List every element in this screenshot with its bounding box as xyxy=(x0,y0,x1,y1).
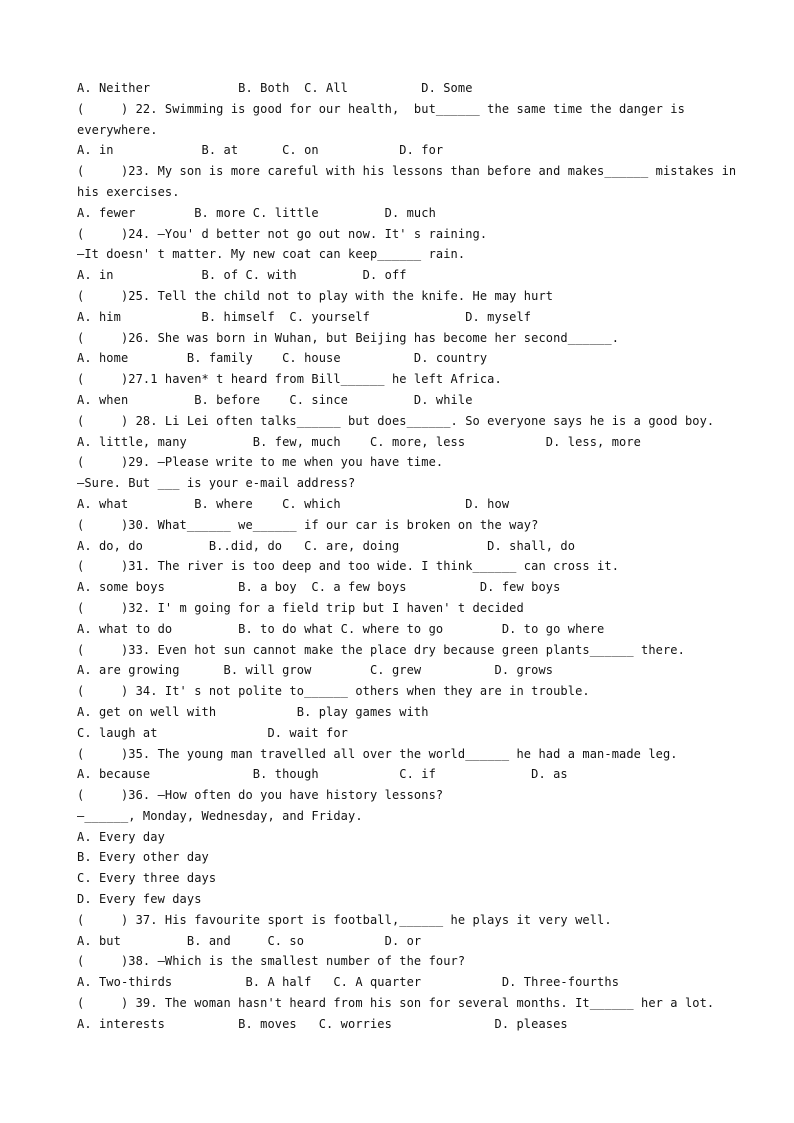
question-33: ( )33. Even hot sun cannot make the place dry because green plants______ there. xyxy=(77,642,685,657)
question-30: ( )30. What______ we______ if our car is broken on the way? xyxy=(77,517,539,532)
exam-page xyxy=(77,78,767,1035)
options-30: A. do, do B..did, do C. are, doing D. shall, do xyxy=(77,538,576,553)
options-32: A. what to do B. to do what C. where to go D. to go where xyxy=(77,621,605,636)
question-35: ( )35. The young man travelled all over the world______ he had a man-made leg. xyxy=(77,746,678,761)
question-38: ( )38. —Which is the smallest number of the four? xyxy=(77,954,466,969)
question-27: ( )27.1 haven* t heard from Bill______ he left Africa. xyxy=(77,372,502,387)
text-line: A. Neither B. Both C. All D. Some xyxy=(77,81,473,95)
text-line: —It doesn' t matter. My new coat can keep______ rain. xyxy=(77,247,466,262)
question-29: ( )29. —Please write to me when you have time. xyxy=(77,455,444,470)
options-28: A. little, many B. few, much C. more, less D. less, more xyxy=(77,434,641,449)
options-38: A. Two-thirds B. A half C. A quarter D. Three-fourths xyxy=(77,975,620,990)
question-22: ( ) 22. Swimming is good for our health, but______ the same time the danger is xyxy=(77,101,685,116)
options-33: A. are growing B. will grow C. grew D. grows xyxy=(77,663,554,678)
options-27: A. when B. before C. since D. while xyxy=(77,392,473,407)
question-24: ( )24. —You' d better not go out now. It' s raining. xyxy=(77,226,488,241)
options-39: A. interests B. moves C. worries D. pleases xyxy=(77,1016,568,1031)
option-36-b: B. Every other day xyxy=(77,850,209,865)
options-22: A. in B. at C. on D. for xyxy=(77,143,444,158)
options-26: A. home B. family C. house D. country xyxy=(77,351,488,366)
text-line: his exercises. xyxy=(77,184,180,199)
options-37: A. but B. and C. so D. or xyxy=(77,933,422,948)
options-31: A. some boys B. a boy C. a few boys D. few boys xyxy=(77,580,561,595)
options-24: A. in B. of C. with D. off xyxy=(77,268,407,283)
options-35: A. because B. though C. if D. as xyxy=(77,767,568,782)
option-36-d: D. Every few days xyxy=(77,892,202,907)
question-23: ( )23. My son is more careful with his lessons than before and makes______ mistakes in xyxy=(77,164,737,179)
question-25: ( )25. Tell the child not to play with the knife. He may hurt xyxy=(77,288,554,303)
option-36-c: C. Every three days xyxy=(77,871,217,886)
options-29: A. what B. where C. which D. how xyxy=(77,496,510,511)
question-31: ( )31. The river is too deep and too wide. I think______ can cross it. xyxy=(77,559,620,574)
options-23: A. fewer B. more C. little D. much xyxy=(77,205,436,220)
question-32: ( )32. I' m going for a field trip but I haven' t decided xyxy=(77,600,524,615)
question-36: ( )36. —How often do you have history lessons? xyxy=(77,788,444,803)
text-line: —______, Monday, Wednesday, and Friday. xyxy=(77,808,363,823)
option-36-a: A. Every day xyxy=(77,829,165,844)
text-line: —Sure. But ___ is your e-mail address? xyxy=(77,476,356,491)
question-26: ( )26. She was born in Wuhan, but Beijing has become her second______. xyxy=(77,330,620,345)
question-28: ( ) 28. Li Lei often talks______ but does______. So everyone says he is a good boy. xyxy=(77,413,715,428)
options-34: C. laugh at D. wait for xyxy=(77,725,349,740)
options-34: A. get on well with B. play games with xyxy=(77,704,429,719)
text-line: everywhere. xyxy=(77,122,158,137)
question-37: ( ) 37. His favourite sport is football,______ he plays it very well. xyxy=(77,912,612,927)
question-34: ( ) 34. It' s not polite to______ others when they are in trouble. xyxy=(77,684,590,699)
question-39: ( ) 39. The woman hasn't heard from his son for several months. It______ her a lot. xyxy=(77,996,715,1011)
options-25: A. him B. himself C. yourself D. myself xyxy=(77,309,532,324)
